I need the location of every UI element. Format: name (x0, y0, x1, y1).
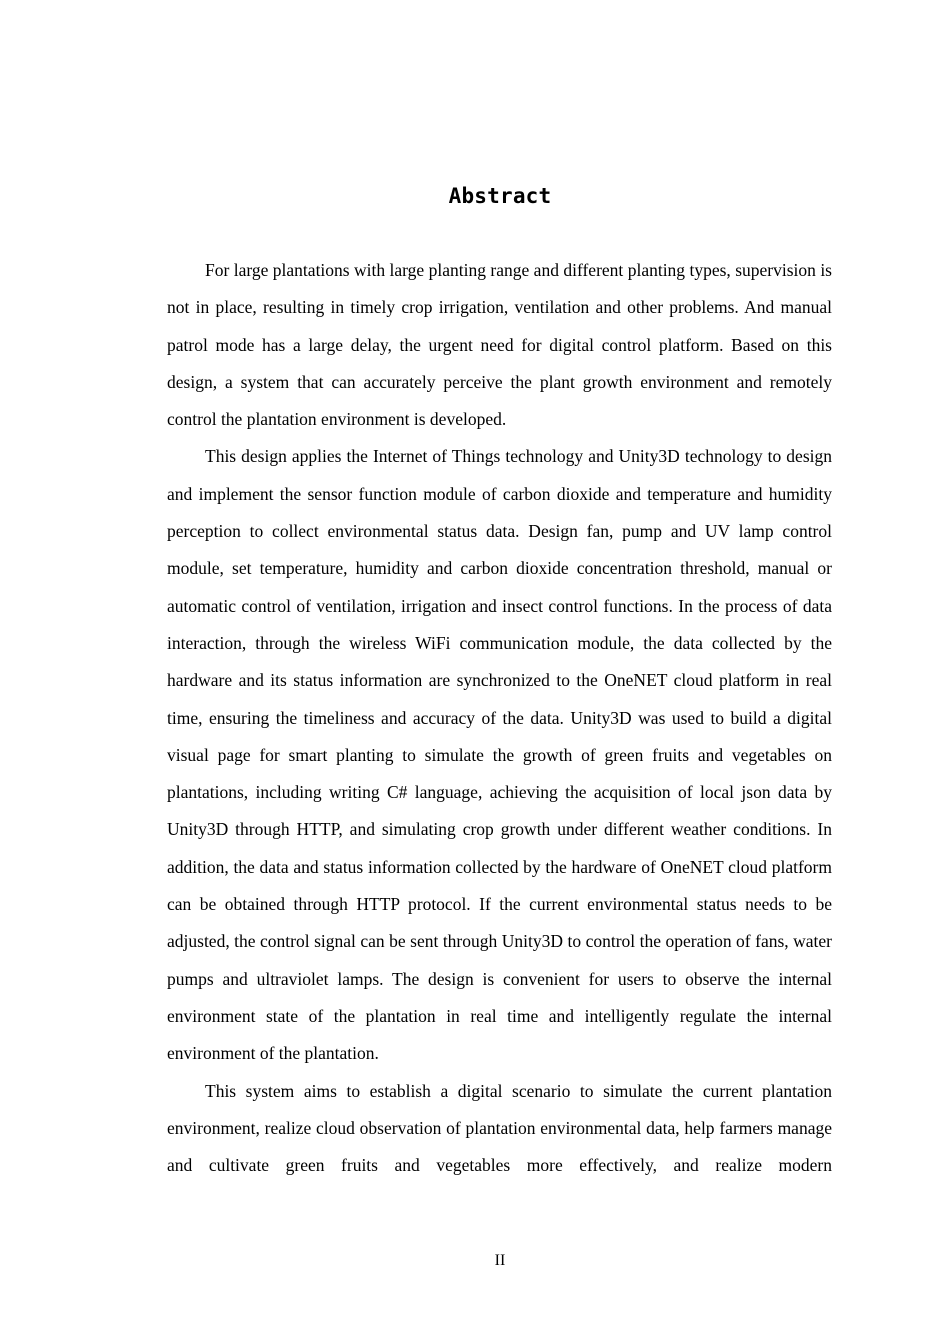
abstract-paragraph-2: This design applies the Internet of Things technology and Unity3D technology to design and implement the sensor function module of carbon dioxide and temperature and humidity perception to collect environmental status data. Design fan, pump and UV lamp control module, set temperature, humidity and carbon dioxide concentration threshold, manual or automatic control of ventilation, irrigation and insect control functions. In the process of data interaction, through the wireless WiFi communication module, the data collected by the hardware and its status information are synchronized to the OneNET cloud platform in real time, ensuring the timeliness and accuracy of the data. Unity3D was used to build a digital visual page for smart planting to simulate the growth of green fruits and vegetables on plantations, including writing C# language, achieving the acquisition of local json data by Unity3D through HTTP, and simulating crop growth under different weather conditions. In addition, the data and status information collected by the hardware of OneNET cloud platform can be obtained through HTTP protocol. If the current environmental status needs to be adjusted, the control signal can be sent through Unity3D to control the operation of fans, water pumps and ultraviolet lamps. The design is convenient for users to observe the internal environment state of the plantation in real time and intelligently regulate the internal environment of the plantation. (167, 446, 832, 1064)
abstract-paragraph-3: This system aims to establish a digital scenario to simulate the current plantation environment, realize cloud observation of plantation environmental data, help farmers manage and cultivate green fruits and vegetables more effectively, and realize modern (167, 1080, 832, 1176)
abstract-body (167, 252, 832, 1184)
abstract-title: Abstract (448, 184, 552, 208)
abstract-paragraph-1: For large plantations with large planting range and different planting types, supervision is not in place, resulting in timely crop irrigation, ventilation and other problems. And manual patrol mode has a large delay, the urgent need for digital control platform. Based on this design, a system that can accurately perceive the plant growth environment and remotely control the plantation environment is developed. (167, 260, 832, 430)
page-number: II (494, 1252, 506, 1269)
